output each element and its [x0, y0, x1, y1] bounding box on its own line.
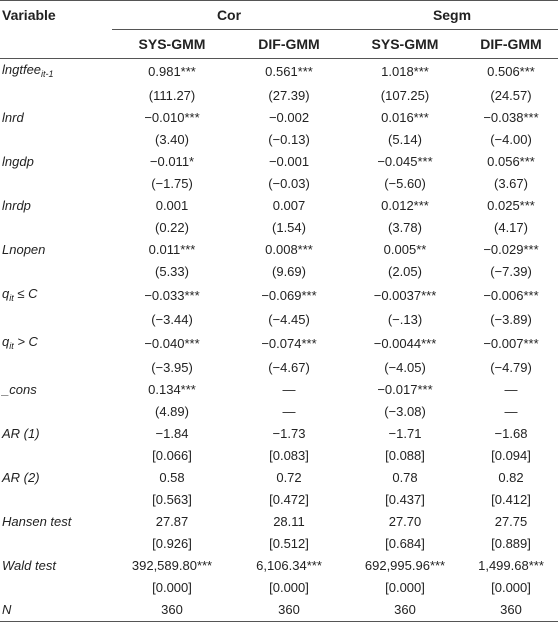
value-cell: [0.684]: [385, 536, 425, 551]
variable-name: lngdp: [2, 154, 34, 169]
table-row: [0, 599, 558, 622]
column-header-cor-sys-gmm: SYS-GMM: [138, 36, 206, 52]
value-cell: [0.412]: [491, 492, 531, 507]
value-cell: 0.134***: [148, 382, 196, 397]
value-cell: 28.11: [273, 514, 305, 529]
value-cell: −0.0037***: [373, 288, 437, 303]
value-cell: 0.011***: [148, 242, 196, 257]
value-cell: −0.017***: [377, 382, 433, 397]
table-row: [0, 217, 558, 239]
value-cell: (−1.75): [151, 176, 193, 191]
value-cell: −0.040***: [144, 336, 200, 351]
variable-header: Variable: [2, 7, 56, 24]
value-cell: (−4.05): [384, 360, 426, 375]
value-cell: (−4.00): [490, 132, 532, 147]
table-row: [0, 357, 558, 379]
table-row: [0, 59, 558, 86]
value-cell: −1.73: [272, 426, 306, 441]
variable-cell: [0, 445, 112, 467]
value-cell: 360: [394, 602, 416, 617]
value-cell: −0.033***: [144, 288, 200, 303]
table-row: [0, 261, 558, 283]
variable-name: AR (2): [2, 470, 40, 485]
value-cell: (4.89): [155, 404, 189, 419]
variable-name: Wald test: [2, 558, 56, 573]
value-cell: —: [282, 382, 296, 397]
value-cell: (3.40): [155, 132, 189, 147]
value-cell: [0.000]: [152, 580, 192, 595]
value-cell: 0.056***: [487, 154, 535, 169]
value-cell: [0.437]: [385, 492, 425, 507]
value-cell: [0.094]: [491, 448, 531, 463]
value-cell: [0.000]: [491, 580, 531, 595]
value-cell: (24.57): [490, 88, 532, 103]
value-cell: (−4.79): [490, 360, 532, 375]
column-header-segm-dif-gmm: DIF-GMM: [480, 36, 542, 52]
variable-cell: [0, 331, 112, 357]
value-cell: (−4.67): [268, 360, 310, 375]
table-row: [0, 445, 558, 467]
variable-name: AR (1): [2, 426, 40, 441]
variable-cell: [0, 85, 112, 107]
value-cell: −0.006***: [483, 288, 539, 303]
table-row: [0, 85, 558, 107]
variable-condition: > C: [13, 334, 38, 349]
value-cell: 0.58: [159, 470, 185, 485]
value-cell: 0.001: [155, 198, 189, 213]
value-cell: [0.512]: [269, 536, 309, 551]
value-cell: −0.029***: [483, 242, 539, 257]
table-row: [0, 379, 558, 401]
value-cell: (3.78): [388, 220, 422, 235]
value-cell: (−4.45): [268, 312, 310, 327]
value-cell: −0.002: [268, 110, 310, 125]
value-cell: 27.87: [155, 514, 189, 529]
value-cell: 0.008***: [265, 242, 313, 257]
value-cell: (−0.03): [268, 176, 310, 191]
value-cell: −0.0044***: [373, 336, 437, 351]
value-cell: (3.67): [494, 176, 528, 191]
variable-subscript: it: [9, 341, 14, 351]
value-cell: [0.889]: [491, 536, 531, 551]
value-cell: −0.010***: [144, 110, 200, 125]
variable-subscript: it: [9, 293, 14, 303]
value-cell: (27.39): [268, 88, 310, 103]
value-cell: (−3.95): [151, 360, 193, 375]
value-cell: (0.22): [155, 220, 189, 235]
value-cell: 1,499.68***: [478, 558, 544, 573]
variable-subscript: it-1: [41, 69, 54, 79]
value-cell: 360: [278, 602, 300, 617]
value-cell: 692,995.96***: [364, 558, 446, 573]
variable-name: Hansen test: [2, 514, 72, 529]
table-row: [0, 107, 558, 129]
variable-cell: [0, 511, 112, 533]
variable-name: lnrd: [2, 110, 24, 125]
variable-condition: ≤ C: [13, 286, 38, 301]
group-header-segm: Segm: [346, 1, 558, 30]
variable-cell: [0, 309, 112, 331]
value-cell: 0.72: [276, 470, 302, 485]
value-cell: (−.13): [387, 312, 423, 327]
value-cell: 392,589.80***: [131, 558, 213, 573]
variable-name: q: [2, 334, 10, 349]
variable-cell: [0, 357, 112, 379]
variable-name: Lnopen: [2, 242, 46, 257]
value-cell: 27.70: [388, 514, 422, 529]
column-header-cor-dif-gmm: DIF-GMM: [258, 36, 320, 52]
table-row: [0, 151, 558, 173]
value-cell: [0.563]: [152, 492, 192, 507]
table-row: [0, 467, 558, 489]
table-row: [0, 195, 558, 217]
header-row-groups: [0, 1, 558, 30]
value-cell: 0.981***: [148, 64, 196, 79]
table-row: [0, 533, 558, 555]
table-row: [0, 309, 558, 331]
value-cell: −0.011*: [149, 154, 195, 169]
value-cell: [0.000]: [385, 580, 425, 595]
value-cell: (9.69): [272, 264, 306, 279]
variable-cell: [0, 599, 112, 622]
value-cell: −0.074***: [261, 336, 317, 351]
table-row: [0, 489, 558, 511]
variable-cell: [0, 555, 112, 577]
value-cell: −0.038***: [483, 110, 539, 125]
variable-name: lngtfee: [2, 62, 42, 77]
value-cell: 0.012***: [381, 198, 429, 213]
table-row: [0, 283, 558, 309]
table-row: [0, 555, 558, 577]
value-cell: −0.001: [268, 154, 310, 169]
table-row: [0, 129, 558, 151]
variable-cell: [0, 283, 112, 309]
value-cell: [0.088]: [385, 448, 425, 463]
variable-cell: [0, 59, 112, 86]
value-cell: —: [504, 404, 518, 419]
value-cell: (5.33): [155, 264, 189, 279]
table-row: [0, 511, 558, 533]
table-row: [0, 239, 558, 261]
value-cell: 0.561***: [265, 64, 313, 79]
variable-cell: [0, 107, 112, 129]
group-header-cor: Cor: [112, 1, 346, 30]
variable-cell: [0, 467, 112, 489]
variable-cell: [0, 577, 112, 599]
value-cell: (107.25): [380, 88, 430, 103]
variable-name: N: [2, 602, 12, 617]
value-cell: (−3.08): [384, 404, 426, 419]
variable-cell: [0, 261, 112, 283]
value-cell: [0.083]: [269, 448, 309, 463]
variable-cell: [0, 401, 112, 423]
variable-cell: [0, 533, 112, 555]
variable-cell: [0, 173, 112, 195]
value-cell: −0.069***: [261, 288, 317, 303]
value-cell: 0.506***: [487, 64, 535, 79]
value-cell: —: [504, 382, 518, 397]
value-cell: [0.926]: [152, 536, 192, 551]
value-cell: 0.007: [272, 198, 306, 213]
variable-name: lnrdp: [2, 198, 31, 213]
value-cell: 360: [161, 602, 183, 617]
value-cell: (−0.13): [268, 132, 310, 147]
value-cell: (−3.44): [151, 312, 193, 327]
value-cell: (5.14): [388, 132, 422, 147]
value-cell: [0.000]: [269, 580, 309, 595]
header-empty-cell: [0, 30, 112, 59]
value-cell: 0.016***: [381, 110, 429, 125]
value-cell: 27.75: [494, 514, 528, 529]
table-row: [0, 331, 558, 357]
table-row: [0, 401, 558, 423]
table-row: [0, 423, 558, 445]
value-cell: (2.05): [388, 264, 422, 279]
value-cell: (−3.89): [490, 312, 532, 327]
variable-name: _cons: [2, 382, 37, 397]
value-cell: 360: [500, 602, 522, 617]
variable-cell: [0, 151, 112, 173]
value-cell: −1.71: [388, 426, 422, 441]
value-cell: 1.018***: [381, 64, 429, 79]
value-cell: 0.82: [498, 470, 524, 485]
value-cell: 6,106.34***: [256, 558, 322, 573]
variable-cell: [0, 129, 112, 151]
variable-cell: [0, 239, 112, 261]
value-cell: [0.066]: [152, 448, 192, 463]
table-row: [0, 173, 558, 195]
variable-cell: [0, 379, 112, 401]
value-cell: (1.54): [272, 220, 306, 235]
variable-cell: [0, 423, 112, 445]
variable-cell: [0, 195, 112, 217]
value-cell: [0.472]: [269, 492, 309, 507]
value-cell: (4.17): [494, 220, 528, 235]
value-cell: 0.025***: [487, 198, 535, 213]
value-cell: (−5.60): [384, 176, 426, 191]
table-body: [0, 59, 558, 622]
value-cell: −0.007***: [483, 336, 539, 351]
column-header-segm-sys-gmm: SYS-GMM: [371, 36, 439, 52]
value-cell: (111.27): [148, 88, 196, 103]
value-cell: −0.045***: [377, 154, 433, 169]
header-row-methods: [0, 30, 558, 59]
value-cell: −1.84: [155, 426, 189, 441]
value-cell: 0.005**: [383, 242, 427, 257]
value-cell: 0.78: [392, 470, 418, 485]
variable-cell: [0, 489, 112, 511]
variable-name: q: [2, 286, 10, 301]
variable-cell: [0, 217, 112, 239]
value-cell: (−7.39): [490, 264, 532, 279]
value-cell: —: [282, 404, 296, 419]
value-cell: −1.68: [494, 426, 528, 441]
table-row: [0, 577, 558, 599]
